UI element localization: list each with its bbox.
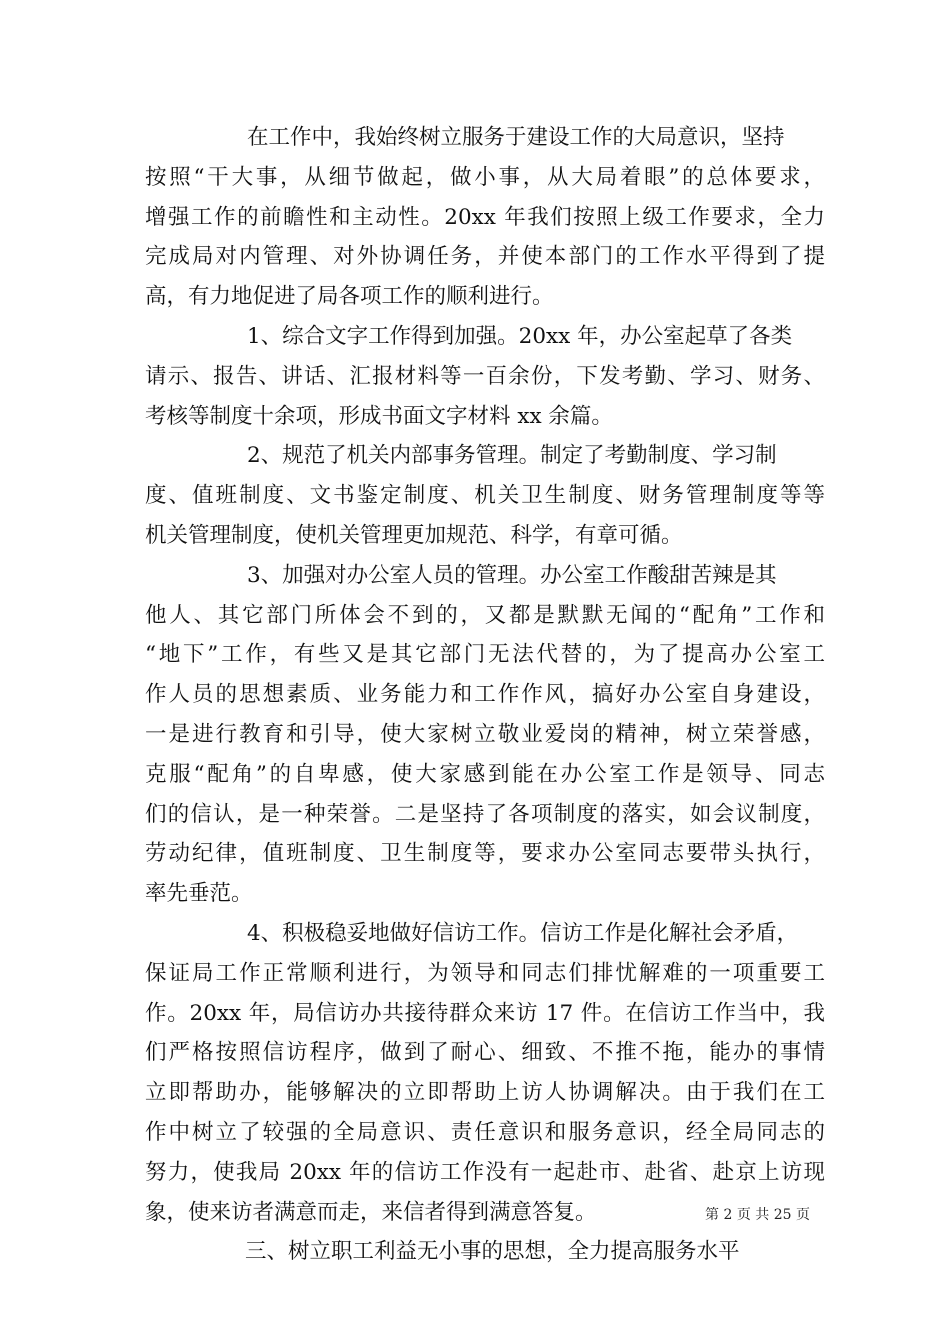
paragraph-line: 增强工作的前瞻性和主动性。20xx 年我们按照上级工作要求，全力 [145, 204, 825, 230]
paragraph-line: 立即帮助办，能够解决的立即帮助上访人协调解决。由于我们在工 [145, 1080, 825, 1106]
paragraph-line: 作人员的思想素质、业务能力和工作作风，搞好办公室自身建设， [145, 682, 825, 708]
paragraph-line: 劳动纪律，值班制度、卫生制度等，要求办公室同志要带头执行， [145, 841, 825, 867]
section-heading: 三、树立职工利益无小事的思想，全力提高服务水平 [245, 1239, 740, 1265]
paragraph-line: 们严格按照信访程序，做到了耐心、细致、不推不拖，能办的事情 [145, 1040, 825, 1066]
body-text [145, 118, 825, 1272]
paragraph-line: 1、综合文字工作得到加强。20xx 年，办公室起草了各类 [247, 323, 793, 349]
paragraph-line: 请示、报告、讲话、汇报材料等一百余份，下发考勤、学习、财务、 [145, 363, 825, 389]
paragraph-line: 们的信认，是一种荣誉。二是坚持了各项制度的落实，如会议制度， [145, 801, 825, 827]
paragraph-line: 作。20xx 年，局信访办共接待群众来访 17 件。在信访工作当中，我 [145, 1000, 825, 1026]
paragraph-line: 作中树立了较强的全局意识、责任意识和服务意识，经全局同志的 [145, 1119, 825, 1145]
paragraph-line: 率先垂范。 [145, 881, 253, 907]
paragraph-line: 在工作中，我始终树立服务于建设工作的大局意识，坚持 [247, 125, 785, 150]
paragraph-line: 一是进行教育和引导，使大家树立敬业爱岗的精神，树立荣誉感， [145, 721, 825, 747]
paragraph-line: 考核等制度十余项，形成书面文字材料 xx 余篇。 [145, 403, 613, 429]
paragraph-line: 完成局对内管理、对外协调任务，并使本部门的工作水平得到了提 [145, 244, 825, 270]
paragraph-line: 4、积极稳妥地做好信访工作。信访工作是化解社会矛盾， [247, 920, 799, 946]
paragraph-line: 象，使来访者满意而走，来信者得到满意答复。 [145, 1199, 597, 1225]
paragraph-line: 机关管理制度，使机关管理更加规范、科学，有章可循。 [145, 522, 683, 548]
paragraph-line: 3、加强对办公室人员的管理。办公室工作酸甜苦辣是其 [247, 562, 777, 588]
paragraph-line: 度、值班制度、文书鉴定制度、机关卫生制度、财务管理制度等等 [145, 483, 825, 509]
paragraph-line: “地下”工作，有些又是其它部门无法代替的，为了提高办公室工 [145, 642, 825, 668]
paragraph-line: 按照“干大事，从细节做起，做小事，从大局着眼”的总体要求， [145, 164, 825, 190]
paragraph-line: 2、规范了机关内部事务管理。制定了考勤制度、学习制 [247, 443, 777, 469]
paragraph-line: 他人、其它部门所体会不到的，又都是默默无闻的“配角”工作和 [145, 602, 825, 628]
page-number: 第 2 页 共 25 页 [705, 1207, 810, 1223]
paragraph-line: 努力，使我局 20xx 年的信访工作没有一起赴市、赴省、赴京上访现 [145, 1159, 825, 1185]
paragraph-line: 克服“配角”的自卑感，使大家感到能在办公室工作是领导、同志 [145, 761, 825, 787]
paragraph-line: 保证局工作正常顺利进行，为领导和同志们排忧解难的一项重要工 [145, 960, 825, 986]
paragraph-line: 高，有力地促进了局各项工作的顺利进行。 [145, 284, 554, 310]
